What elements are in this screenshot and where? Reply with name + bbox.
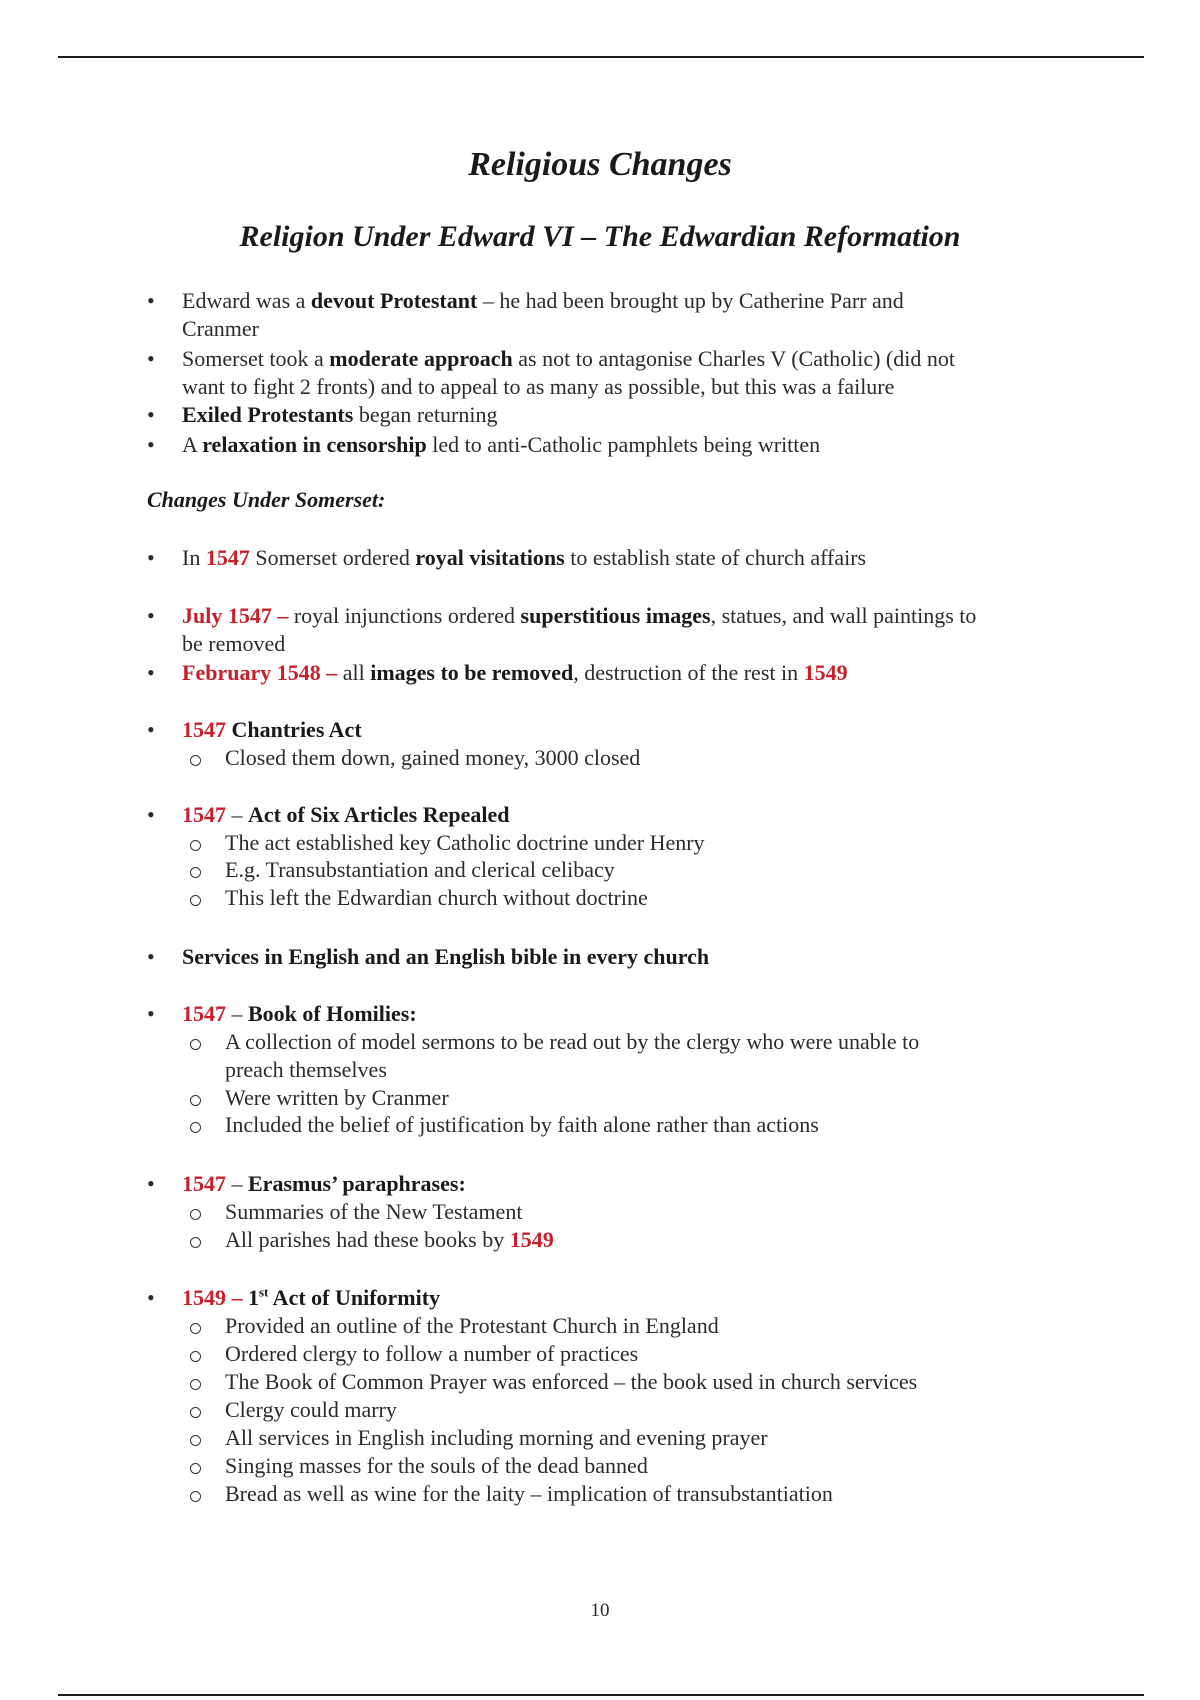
sub-bullet-circle — [190, 1435, 201, 1446]
change-2-cont: be removed — [182, 631, 286, 656]
change-8-sub-2: All parishes had these books by 1549 — [225, 1227, 554, 1252]
change-9-sub-1: Provided an outline of the Protestant Church in England — [225, 1313, 719, 1338]
sub-bullet-circle — [190, 1209, 201, 1220]
bullet-dot: • — [147, 1285, 155, 1310]
change-7-sub-1: A collection of model sermons to be read out by the clergy who were unable to — [225, 1029, 920, 1054]
top-rule — [58, 56, 1144, 58]
change-5-sub-2: E.g. Transubstantiation and clerical celibacy — [225, 857, 615, 882]
page-subtitle: Religion Under Edward VI – The Edwardian Reformation — [239, 220, 961, 253]
change-9-sub-3: The Book of Common Prayer was enforced – the book used in church services — [225, 1369, 918, 1394]
change-5-sub-1: The act established key Catholic doctrine under Henry — [225, 830, 705, 855]
change-7: 1547 – Book of Homilies: — [182, 1001, 417, 1026]
change-3: February 1548 – all images to be removed, destruction of the rest in 1549 — [182, 660, 848, 685]
page-number: 10 — [590, 1600, 610, 1621]
sub-bullet-circle — [190, 1351, 201, 1362]
change-2: July 1547 – royal injunctions ordered superstitious images, statues, and wall paintings to — [182, 603, 977, 628]
bullet-dot: • — [147, 603, 155, 628]
sub-bullet-circle — [190, 895, 201, 906]
bullet-dot: • — [147, 660, 155, 685]
change-4: 1547 Chantries Act — [182, 717, 362, 742]
sub-bullet-circle — [190, 840, 201, 851]
bottom-rule — [58, 1694, 1144, 1696]
bullet-dot: • — [147, 1001, 155, 1026]
change-9-sub-7: Bread as well as wine for the laity – implication of transubstantiation — [225, 1481, 833, 1506]
change-9-sub-6: Singing masses for the souls of the dead banned — [225, 1453, 648, 1478]
sub-bullet-circle — [190, 1323, 201, 1334]
sub-bullet-circle — [190, 867, 201, 878]
sub-bullet-circle — [190, 755, 201, 766]
change-8: 1547 – Erasmus’ paraphrases: — [182, 1171, 466, 1196]
bullet-dot: • — [147, 717, 155, 742]
bullet-dot: • — [147, 432, 155, 457]
intro-bullet-2: Somerset took a moderate approach as not to antagonise Charles V (Catholic) (did not — [182, 346, 955, 371]
sub-bullet-circle — [190, 1122, 201, 1133]
sub-bullet-circle — [190, 1379, 201, 1390]
change-5: 1547 – Act of Six Articles Repealed — [182, 802, 510, 827]
sub-bullet-circle — [190, 1039, 201, 1050]
intro-bullet-1-cont: Cranmer — [182, 316, 259, 341]
sub-bullet-circle — [190, 1491, 201, 1502]
change-9-sub-2: Ordered clergy to follow a number of practices — [225, 1341, 639, 1366]
change-9-sub-4: Clergy could marry — [225, 1397, 397, 1422]
change-5-sub-3: This left the Edwardian church without doctrine — [225, 885, 648, 910]
page-title: Religious Changes — [468, 146, 732, 183]
change-8-sub-1: Summaries of the New Testament — [225, 1199, 523, 1224]
intro-bullet-2-cont: want to fight 2 fronts) and to appeal to as many as possible, but this was a failure — [182, 374, 895, 399]
intro-bullet-4: A relaxation in censorship led to anti-Catholic pamphlets being written — [182, 432, 821, 457]
change-4-sub-1: Closed them down, gained money, 3000 closed — [225, 745, 641, 770]
bullet-dot: • — [147, 402, 155, 427]
change-7-sub-2: Were written by Cranmer — [225, 1085, 449, 1110]
intro-bullet-1: Edward was a devout Protestant – he had been brought up by Catherine Parr and — [182, 288, 904, 313]
bullet-dot: • — [147, 545, 155, 570]
change-9-sub-5: All services in English including morning and evening prayer — [225, 1425, 768, 1450]
sub-bullet-circle — [190, 1407, 201, 1418]
sub-bullet-circle — [190, 1095, 201, 1106]
section-heading: Changes Under Somerset: — [147, 487, 386, 512]
change-7-sub-3: Included the belief of justification by faith alone rather than actions — [225, 1112, 819, 1137]
bullet-dot: • — [147, 346, 155, 371]
bullet-dot: • — [147, 802, 155, 827]
bullet-dot: • — [147, 1171, 155, 1196]
sub-bullet-circle — [190, 1237, 201, 1248]
change-6: Services in English and an English bible in every church — [182, 944, 710, 969]
change-9: 1549 – 1st Act of Uniformity — [182, 1284, 441, 1310]
change-1: In 1547 Somerset ordered royal visitations to establish state of church affairs — [182, 545, 867, 570]
change-7-sub-1-cont: preach themselves — [225, 1057, 387, 1082]
sub-bullet-circle — [190, 1463, 201, 1474]
bullet-dot: • — [147, 944, 155, 969]
intro-bullet-3: Exiled Protestants began returning — [182, 402, 498, 427]
bullet-dot: • — [147, 288, 155, 313]
